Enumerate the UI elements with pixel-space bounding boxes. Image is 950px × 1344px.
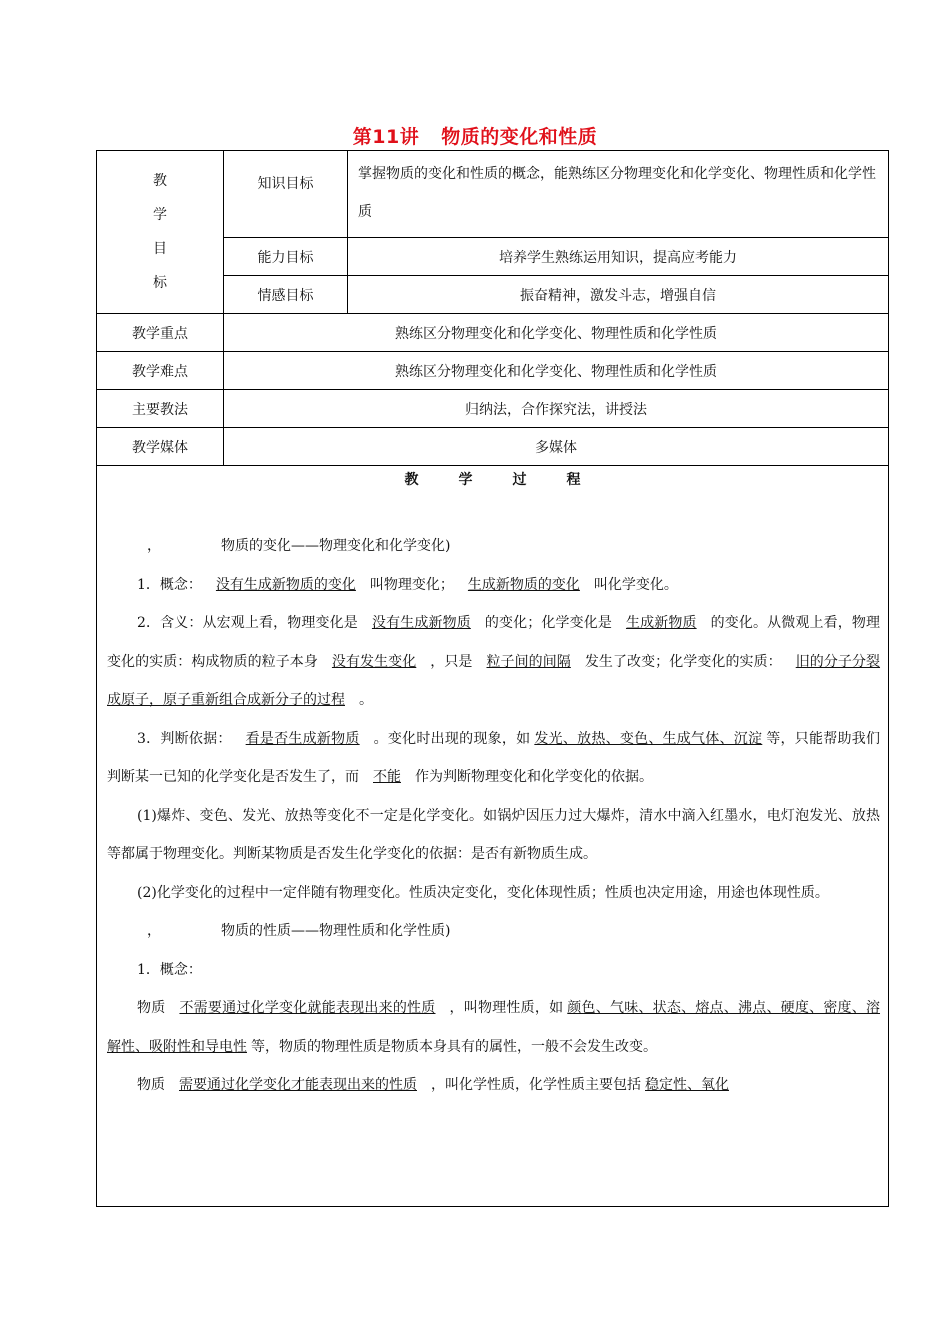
section-heading-change: ， 物质的变化——物理变化和化学变化) xyxy=(147,538,451,554)
paragraph-meaning: 2．含义：从宏观上看，物理变化是 没有生成新物质 的变化；化学变化是 生成新物质 的变化。从微观上看，物理变化的实质：构成物质的粒子本身 没有发生变化 ，只是 粒子间的间隔 发生了改变；化学变化的实质： 旧的分子分裂成原子，原子重新组合成新分子的过程 。 xyxy=(107,615,881,708)
difficulty-label: 教学难点 xyxy=(97,352,224,390)
ability-goal-label: 能力目标 xyxy=(224,238,348,276)
goals-label: 教 学 目 标 xyxy=(97,151,224,314)
emotion-goal-label: 情感目标 xyxy=(224,276,348,314)
method-label: 主要教法 xyxy=(97,390,224,428)
key-point-label: 教学重点 xyxy=(97,314,224,352)
teaching-process xyxy=(96,459,889,1207)
difficulty-content: 熟练区分物理变化和化学变化、物理性质和化学性质 xyxy=(224,352,889,390)
media-content: 多媒体 xyxy=(224,428,889,466)
method-content: 归纳法，合作探究法，讲授法 xyxy=(224,390,889,428)
process-heading: 教学过程 xyxy=(404,472,621,488)
knowledge-goal-content: 掌握物质的变化和性质的概念，能熟练区分物理变化和化学变化、物理性质和化学性质 xyxy=(348,151,889,238)
page-title xyxy=(0,122,950,149)
lesson-topic: 物质的变化和性质 xyxy=(441,126,598,148)
paragraph-concept-2: 1．概念： xyxy=(137,961,202,978)
paragraph-note-2: (2)化学变化的过程中一定伴随有物理变化。性质决定变化，变化体现性质；性质也决定用途，用途也体现性质。 xyxy=(137,884,829,901)
key-point-content: 熟练区分物理变化和化学变化、物理性质和化学性质 xyxy=(224,314,889,352)
paragraph-note-1: (1)爆炸、变色、发光、放热等变化不一定是化学变化。如锅炉因压力过大爆炸，清水中滴入红墨水，电灯泡发光、放热等都属于物理变化。判断某物质是否发生化学变化的依据：是否有新物质生成。 xyxy=(107,807,880,862)
emotion-goal-content: 振奋精神，激发斗志，增强自信 xyxy=(348,276,889,314)
lesson-info-table xyxy=(96,150,889,466)
media-label: 教学媒体 xyxy=(97,428,224,466)
paragraph-chemical-property: 物质 需要通过化学变化才能表现出来的性质 ，叫化学性质，化学性质主要包括 稳定性、氧化 xyxy=(137,1077,729,1093)
section-heading-property: ， 物质的性质——物理性质和化学性质) xyxy=(147,923,451,939)
lesson-number: 第11讲 xyxy=(352,126,420,148)
paragraph-criteria: 3．判断依据： 看是否生成新物质 。变化时出现的现象，如 发光、放热、变色、生成气体、沉淀 等，只能帮助我们判断某一已知的化学变化是否发生了，而 不能 作为判断物理变化和化学变化的依据。 xyxy=(107,730,881,785)
paragraph-physical-property: 物质 不需要通过化学变化就能表现出来的性质 ，叫物理性质，如 颜色、气味、状态、熔点、沸点、硬度、密度、溶解性、吸附性和导电性 等，物质的物理性质是物质本身具有的属性，一般不会发生改变。 xyxy=(107,1000,881,1055)
paragraph-concept: 1．概念： 没有生成新物质的变化 叫物理变化； 生成新物质的变化 叫化学变化。 xyxy=(137,576,678,593)
ability-goal-content: 培养学生熟练运用知识，提高应考能力 xyxy=(348,238,889,276)
knowledge-goal-label: 知识目标 xyxy=(224,151,348,238)
